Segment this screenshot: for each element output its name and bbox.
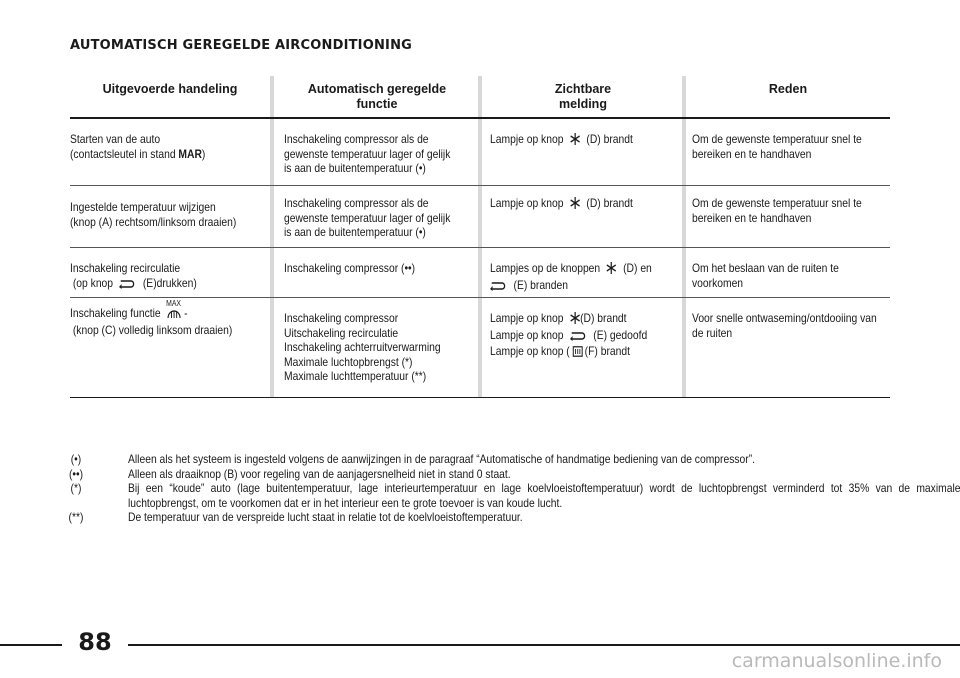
snowflake-icon — [606, 262, 616, 278]
row3-function: Inschakeling compressor (••) — [284, 261, 416, 275]
header-col3: Zichtbare melding — [554, 82, 612, 111]
footnotes — [56, 452, 960, 525]
header-col4: Reden — [768, 82, 808, 96]
page-title: AUTOMATISCH GEREGELDE AIRCONDITIONING — [70, 38, 413, 53]
row2-action: Ingestelde temperatuur wijzigen (knop (A) rechtsom/linksom draaien) — [70, 200, 237, 229]
table-bottom-rule — [70, 397, 890, 398]
header-col2: Automatisch geregelde functie — [307, 82, 447, 111]
column-divider — [682, 76, 686, 398]
row2-reason: Om de gewenste temperatuur snel te bereiken en te handhaven — [692, 196, 862, 225]
snowflake-icon — [570, 133, 580, 149]
rear-defrost-icon — [573, 346, 583, 361]
snowflake-icon — [570, 312, 580, 328]
column-divider — [478, 76, 482, 398]
footnote: (*) Bij een “koude” auto (lage buitentemperatuur, lage interieurtemperatuur en lage koelvloeistoftemperatuur) wordt de luchtopbrengst verminderd tot 35% van de maximale luchtopbrengst, om te voorkomen dat er in het interieur een te grote toevoer is van koude lucht. — [70, 481, 960, 510]
recirculation-icon — [570, 330, 587, 345]
recirculation-icon — [490, 280, 507, 295]
footnote: (**) De temperatuur van de verspreide lucht staat in relatie tot de koelvloeistoftemperatuur. — [68, 510, 523, 524]
column-divider — [270, 76, 274, 398]
row-divider — [70, 297, 890, 298]
max-defrost-icon: MAX — [167, 308, 181, 323]
row2-function: Inschakeling compressor als de gewenste temperatuur lager of gelijk is aan de buitentemperatuur (•) — [284, 196, 451, 239]
row4-indicator: Lampje op knop (D) brandt Lampje op knop (E) gedoofd Lampje op knop ( (F) brandt — [490, 311, 647, 361]
watermark: carmanualsonline.info — [731, 650, 942, 672]
row3-indicator: Lampjes op de knoppen (D) en (E) branden — [490, 261, 652, 294]
header-rule — [70, 117, 890, 119]
page-number: 88 — [78, 628, 112, 656]
footnote: (••) Alleen als draaiknop (B) voor regeling van de aanjagersnelheid niet in stand 0 staat. — [68, 466, 511, 481]
row4-function: Inschakeling compressor Uitschakeling recirculatie Inschakeling achterruitverwarming Maximale luchtopbrengst (*) Maximale luchttemperatuur (**) — [284, 311, 441, 383]
row1-indicator: Lampje op knop (D) brandt — [490, 132, 633, 149]
recirculation-icon — [119, 278, 136, 293]
row3-action: Inschakeling recirculatie (op knop (E)drukken) — [70, 261, 197, 292]
row4-action: Inschakeling functie MAX - (knop (C) volledig linksom draaien) — [70, 299, 233, 337]
snowflake-icon — [570, 197, 580, 213]
footer-rule-left — [0, 644, 62, 646]
footnote: (•) Alleen als het systeem is ingesteld volgens de aanwijzingen in de paragraaf “Automatische of handmatige bediening van de compressor”. — [70, 452, 756, 466]
row2-indicator: Lampje op knop (D) brandt — [490, 196, 633, 213]
row-divider — [70, 247, 890, 248]
footer-rule-right — [128, 644, 960, 646]
row1-reason: Om de gewenste temperatuur snel te bereiken en te handhaven — [692, 132, 862, 161]
row-divider — [70, 185, 890, 186]
row1-function: Inschakeling compressor als de gewenste temperatuur lager of gelijk is aan de buitentemperatuur (•) — [284, 132, 451, 175]
row3-reason: Om het beslaan van de ruiten te voorkomen — [692, 261, 839, 290]
row1-action: Starten van de auto (contactsleutel in stand MAR) — [70, 132, 206, 161]
header-col1: Uitgevoerde handeling — [102, 82, 238, 96]
row4-reason: Voor snelle ontwaseming/ontdooiing van de ruiten — [692, 311, 877, 340]
